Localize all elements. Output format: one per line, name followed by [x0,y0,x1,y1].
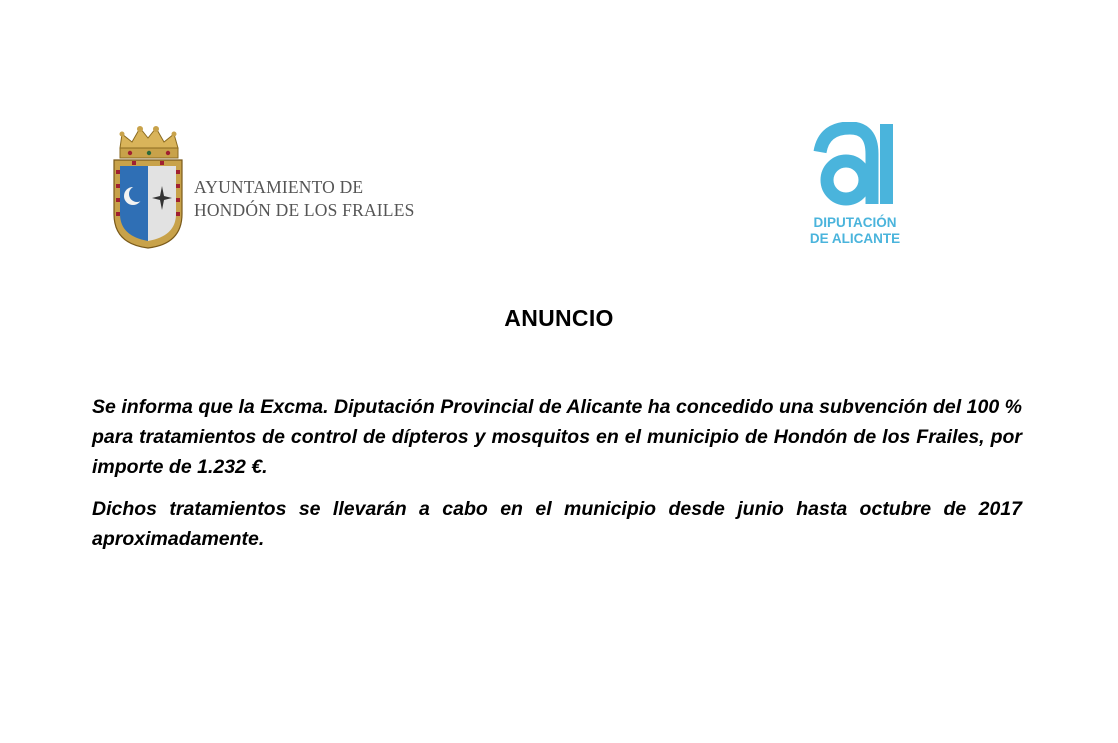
coat-of-arms-icon [108,124,188,250]
ayuntamiento-logo [108,124,438,252]
ayuntamiento-name-line1: AYUNTAMIENTO DE [194,177,364,197]
diputacion-logo [800,122,910,252]
diputacion-name-line2: DE ALICANTE [809,231,901,246]
announcement-paragraph-1: Se informa que la Excma. Diputación Provincial de Alicante ha concedido una subvención del 100 % para tratamientos de control de dípteros y mosquitos en el municipio de Hondón de los Frailes, por importe de 1.232 €. [92,396,1022,478]
diputacion-al-mark-icon [810,122,898,208]
announcement-title: ANUNCIO [504,305,614,331]
diputacion-name-line1: DIPUTACIÓN [813,215,897,230]
diputacion-name [800,215,910,247]
announcement-body [92,392,1022,566]
ayuntamiento-name [194,176,415,222]
ayuntamiento-name-line2: HONDÓN DE LOS FRAILES [194,200,415,220]
announcement-paragraph-2: Dichos tratamientos se llevarán a cabo en el municipio desde junio hasta octubre de 2017 aproximadamente. [92,498,1022,550]
